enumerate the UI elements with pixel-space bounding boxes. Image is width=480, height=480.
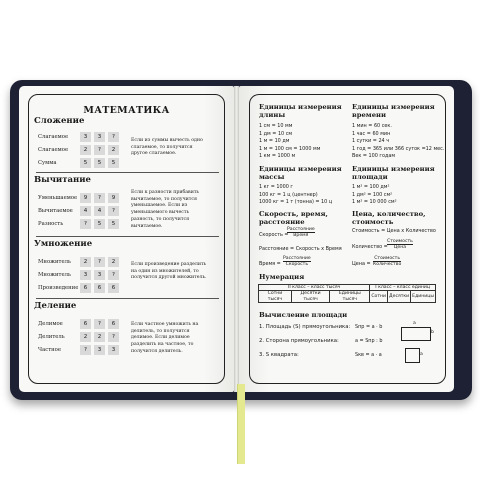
rule-text: Если произведение разделить на один из множителей, то получится другой множитель. xyxy=(131,262,207,281)
table-cell: 2 xyxy=(80,257,91,267)
left-page xyxy=(19,86,234,392)
side-label: a xyxy=(420,352,423,357)
table-cell: ? xyxy=(108,132,119,142)
page-title: МАТЕМАТИКА xyxy=(83,105,170,116)
length-line: 1 м = 100 см = 1000 мм xyxy=(259,145,321,152)
row-label: Сумма xyxy=(38,160,57,166)
table-cell: ? xyxy=(94,319,105,329)
length-line: 1 м = 10 дм xyxy=(259,138,290,145)
table-cell: Сотни тысяч xyxy=(259,291,292,303)
table-cell: 6 xyxy=(80,319,91,329)
area-unit-line: 1 м² = 10 000 см² xyxy=(352,199,397,206)
table-cell: ? xyxy=(94,193,105,203)
formula-label: Время = xyxy=(259,261,281,267)
row-label: Разность xyxy=(38,221,64,227)
table-cell: ? xyxy=(108,270,119,280)
right-page xyxy=(239,86,454,392)
area-formula: Sпр = a · b xyxy=(355,324,383,330)
length-line: 1 км = 1000 м xyxy=(259,153,296,160)
rectangle-diagram xyxy=(401,327,431,341)
table-cell: 2 xyxy=(80,332,91,342)
fraction-numerator: Стоимость xyxy=(387,239,413,244)
fraction xyxy=(373,256,401,267)
length-line: 1 см = 10 мм xyxy=(259,123,293,129)
heading-price: Цена, количество, стоимость xyxy=(352,210,426,226)
row-label: Множитель xyxy=(38,259,71,265)
row-label: Произведение xyxy=(38,285,79,291)
mass-line: 1000 кг = 1 т (тонна) = 10 ц xyxy=(259,199,333,206)
table-cell: Десятки xyxy=(388,291,411,303)
row-label: Вычитаемое xyxy=(38,208,73,214)
heading-area-units: Единицы измерения площади xyxy=(352,165,435,181)
numeration-table xyxy=(258,284,436,303)
area-unit-line: 1 м² = 100 дм² xyxy=(352,184,390,190)
table-cell: Десятки тысяч xyxy=(291,291,329,303)
table-cell: 5 xyxy=(94,158,105,168)
table-cell: 3 xyxy=(94,132,105,142)
table-cell: Сотни xyxy=(370,291,388,303)
formula-label: Количество = xyxy=(352,244,388,250)
bookmark-ribbon xyxy=(237,384,245,464)
table-cell: 4 xyxy=(94,206,105,216)
fraction-denominator: Скорость xyxy=(285,262,309,267)
divider xyxy=(36,236,219,237)
rule-text: Если частное умножить на делитель, то получится делимое. Если делимое разделить на частное, то получится делитель. xyxy=(131,322,199,354)
table-cell: 3 xyxy=(94,270,105,280)
time-line: 1 час = 60 мин xyxy=(352,130,391,137)
formula: Стоимость = Цена х Количество xyxy=(352,228,436,234)
section-heading-multiplication: Умножение xyxy=(34,239,93,249)
time-line: 1 сутки = 24 ч xyxy=(352,138,390,145)
table-cell: ? xyxy=(108,206,119,216)
table-cell: 6 xyxy=(94,283,105,293)
table-cell: 2 xyxy=(108,257,119,267)
table-cell: 2 xyxy=(108,145,119,155)
mass-line: 100 кг = 1 ц (центнер) xyxy=(259,191,318,198)
rule-text: Если из суммы вычесть одно слагаемое, то получится другое слагаемое. xyxy=(131,138,203,157)
table-cell: 6 xyxy=(108,319,119,329)
table-cell: 4 xyxy=(80,206,91,216)
table-cell: 2 xyxy=(80,145,91,155)
table-cell: 5 xyxy=(108,158,119,168)
heading-speed: Скорость, время, расстояние xyxy=(259,210,328,226)
table-cell: 5 xyxy=(94,219,105,229)
class-thousands-header: II класс – класс тысяч xyxy=(259,285,370,291)
table-cell: 9 xyxy=(108,193,119,203)
square-diagram xyxy=(405,348,420,363)
table-cell: 2 xyxy=(94,332,105,342)
table-cell: 3 xyxy=(80,132,91,142)
table-cell: ? xyxy=(80,345,91,355)
row-label: Уменьшаемое xyxy=(38,195,78,201)
mass-line: 1 кг = 1000 г xyxy=(259,184,293,190)
section-heading-division: Деление xyxy=(34,301,77,311)
table-cell: 9 xyxy=(80,193,91,203)
rule-text: Если к разности прибавить вычитаемое, то получится уменьшаемое. Если из уменьшаемого вычесть разность, то получится вычитаемое. xyxy=(131,190,199,229)
time-line: Век = 100 годам xyxy=(352,153,396,160)
area-formula: Sкв = a · a xyxy=(355,352,382,358)
section-heading-subtraction: Вычитание xyxy=(34,175,91,185)
table-cell: ? xyxy=(80,219,91,229)
row-label: Частное xyxy=(38,347,62,353)
fraction-numerator: Стоимость xyxy=(374,256,401,261)
formula: Расстояние = Скорость х Время xyxy=(259,246,342,252)
heading-time: Единицы измерения времени xyxy=(352,103,435,119)
fraction-numerator: Расстояние xyxy=(287,227,315,232)
area-unit-line: 1 дм² = 100 см² xyxy=(352,191,393,198)
time-line: 1 мин = 60 сек. xyxy=(352,123,392,129)
area-formula: a = Sпр : b xyxy=(355,338,383,344)
row-label: Слагаемое xyxy=(38,147,69,153)
fraction-numerator: Расстояние xyxy=(283,256,311,261)
side-label: a xyxy=(413,321,416,326)
table-cell: 3 xyxy=(80,270,91,280)
table-cell: 6 xyxy=(108,283,119,293)
table-cell: 3 xyxy=(108,345,119,355)
row-label: Множитель xyxy=(38,272,71,278)
table-cell: 6 xyxy=(80,283,91,293)
area-calc-text: 1. Площадь (S) прямоугольника: xyxy=(259,324,351,330)
fraction xyxy=(287,227,315,238)
heading-area-calc: Вычисление площади xyxy=(259,311,348,319)
formula-label: Цена = xyxy=(352,261,371,267)
side-label: b xyxy=(431,330,434,335)
table-cell: ? xyxy=(94,145,105,155)
section-heading-addition: Сложение xyxy=(34,116,85,126)
fraction-denominator: Количество xyxy=(373,262,402,267)
table-cell: ? xyxy=(94,257,105,267)
length-line: 1 дм = 10 см xyxy=(259,130,293,137)
class-units-header: I класс – класс единиц xyxy=(370,285,436,291)
heading-mass: Единицы измерения массы xyxy=(259,165,342,181)
time-line: 1 год = 365 или 366 суток =12 мес. xyxy=(352,145,445,152)
heading-length: Единицы измерения длины xyxy=(259,103,342,119)
table-cell: Единицы тысяч xyxy=(330,291,370,303)
table-cell: ? xyxy=(108,332,119,342)
fraction-denominator: Время xyxy=(293,233,309,238)
table-cell: Единицы xyxy=(411,291,436,303)
row-label: Делитель xyxy=(38,334,65,340)
area-calc-text: 2. Сторона прямоугольника: xyxy=(259,338,339,344)
table-cell: 5 xyxy=(80,158,91,168)
divider xyxy=(36,172,219,173)
fraction xyxy=(283,256,311,267)
fraction-denominator: Цена xyxy=(393,245,407,250)
divider xyxy=(36,298,219,299)
table-cell: 3 xyxy=(94,345,105,355)
heading-numeration: Нумерация xyxy=(259,273,305,281)
row-label: Слагаемое xyxy=(38,134,69,140)
fraction xyxy=(387,239,413,250)
formula-label: Скорость = xyxy=(259,232,289,238)
row-label: Делимое xyxy=(38,321,63,327)
table-cell: 5 xyxy=(108,219,119,229)
area-calc-text: 3. S квадрата: xyxy=(259,352,299,358)
